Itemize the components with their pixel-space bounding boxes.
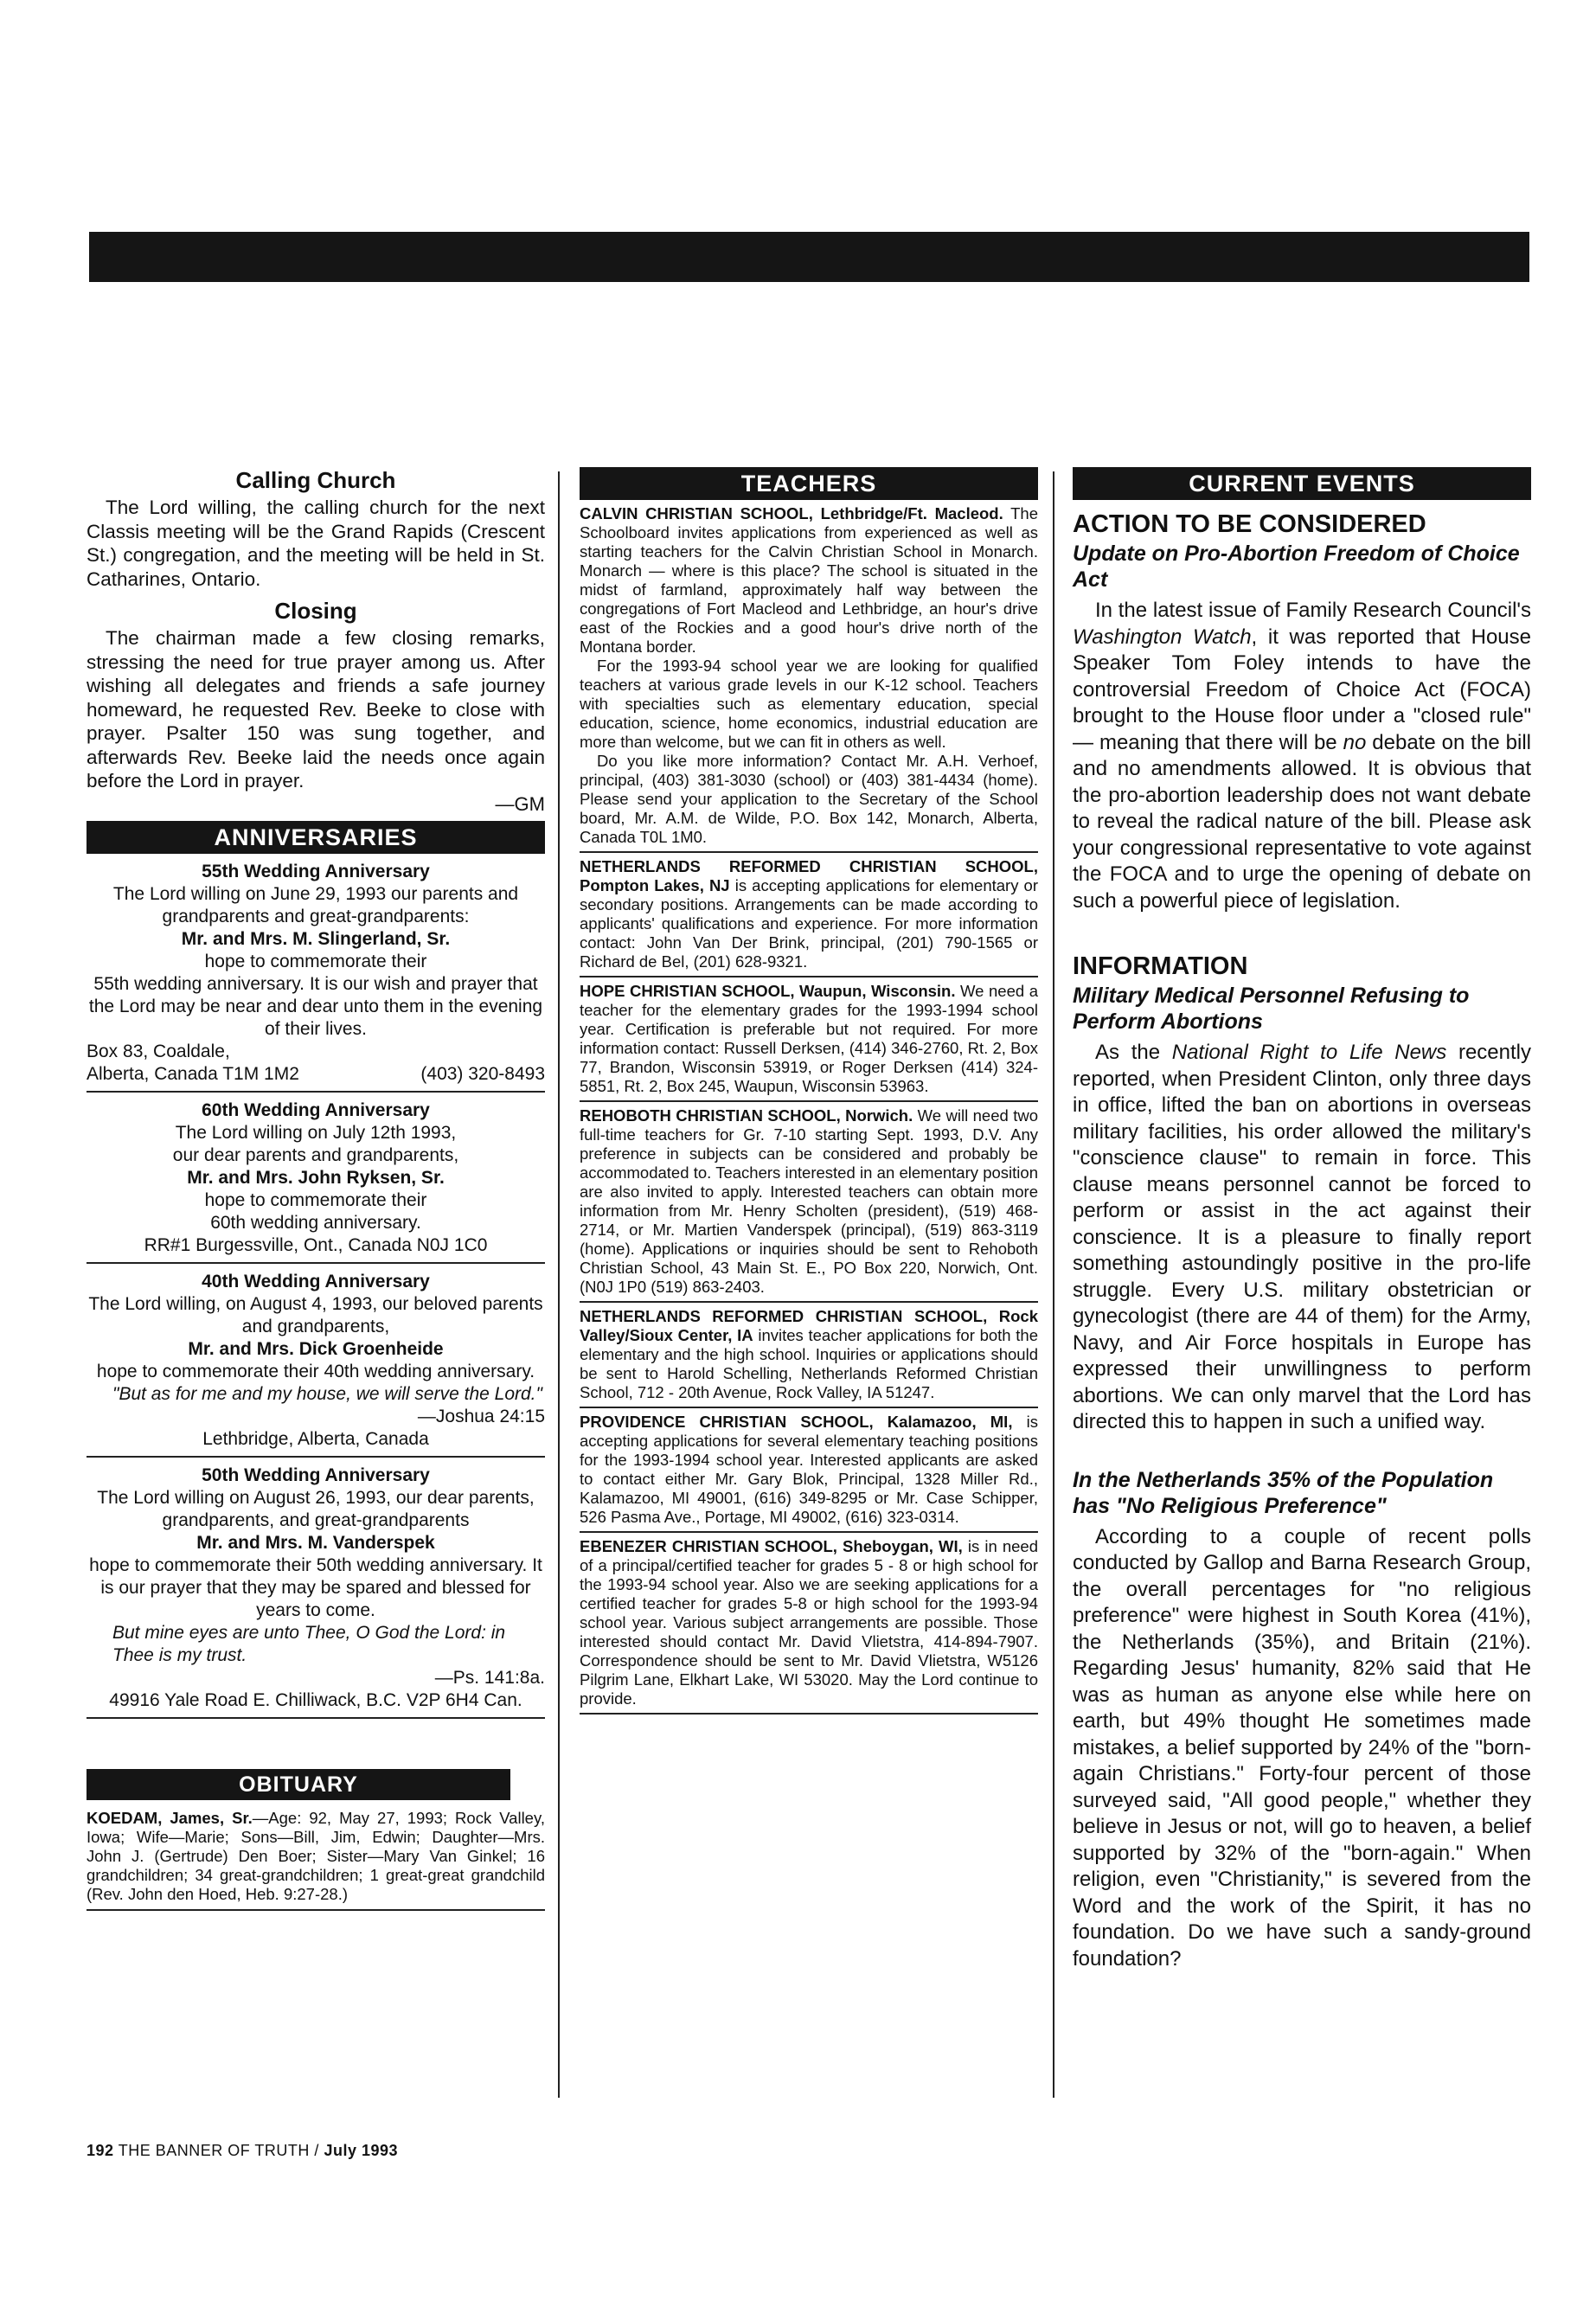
anniversary-title: 55th Wedding Anniversary xyxy=(202,861,430,881)
article-subheading: Update on Pro-Abortion Freedom of Choice Act xyxy=(1073,542,1520,592)
listing-school: REHOBOTH CHRISTIAN SCHOOL, Norwich. xyxy=(580,1106,913,1125)
top-bar xyxy=(89,232,1529,282)
anniversary-address: RR#1 Burgessville, Ont., Canada N0J 1C0 xyxy=(144,1234,488,1255)
calling-church-text: The Lord willing, the calling church for the next Classis meeting will be the Grand Rapids (Crescent St.) congregation, and the meeting will be held in St. Catharines, Ontario. xyxy=(87,497,545,590)
article-text: According to a couple of recent polls conducted by Gallop and Barna Research Group, the overall percentages for "no religious preference" were highest in South Korea (41%), the Netherlands (35%), and Britain (21%). Regarding Jesus' humanity, 82% said that He was as human as anyone else while here on earth, but 49% thought He sometimes made mistakes, a belief supported by 24% of the "born-again Christians." Forty-four percent of those surveyed said, "All good people," whether they believe in Jesus or not, will go to heaven, a belief supported by 32% of the "born-again." When religion, even "Christianity," is severed from the Word and the work of the Spirit, it has no foundation. Do we have such a sandy-ground foundation? xyxy=(1073,1524,1531,1971)
anniversary-50th xyxy=(87,1458,545,1719)
anniversary-names: Mr. and Mrs. John Ryksen, Sr. xyxy=(187,1167,445,1188)
anniversary-line: hope to commemorate their 40th wedding anniversary. xyxy=(96,1361,535,1381)
listing-text: We need a teacher for the elementary grades for the 1993-1994 school year. Certification is preferable but not required. For more information contact: Russell Derksen, (414) 346-2760, Rt. 2, Box 77, Brandon, Wisconsin 53919, or Roger Derksen (414) 324-5851, Rt. 2, Box 245, Waupun, Wisconsin 53963. xyxy=(580,982,1038,1095)
article-subheading: In the Netherlands 35% of the Population has "No Religious Preference" xyxy=(1073,1467,1494,1518)
teacher-listing xyxy=(580,853,1038,977)
anniversary-address-row xyxy=(87,1063,545,1086)
anniversary-line: hope to commemorate their xyxy=(204,1189,427,1210)
anniversary-line: 55th wedding anniversary. It is our wish and prayer that the Lord may be near and dear unto them in the evening of their lives. xyxy=(88,973,543,1039)
anniversaries-banner: ANNIVERSARIES xyxy=(87,821,545,854)
column-left xyxy=(87,467,545,1911)
publication-name: THE BANNER OF TRUTH / xyxy=(118,2142,319,2159)
section-heading: ACTION TO BE CONSIDERED xyxy=(1073,510,1426,538)
listing-school: HOPE CHRISTIAN SCHOOL, Waupun, Wisconsin. xyxy=(580,982,956,1000)
listing-school: PROVIDENCE CHRISTIAN SCHOOL, Kalamazoo, MI, xyxy=(580,1413,1013,1431)
closing-title: Closing xyxy=(274,598,357,624)
listing-text: We will need two full-time teachers for Gr. 7-10 starting Sept. 1993, D.V. Any preference in subjects can be considered and probably be accommodated to. Teachers interested in an elementary position are also invited to apply. Interested teachers can obtain more information from Mr. Henry Scholten (president), (519) 468-2714, or Mr. Martien Vanderspek (principal), (519) 863-3119 (home). Applications or inquiries should be sent to Rehoboth Christian School, 43 Main St. E., PO Box 220, Norwich, Ont. (N0J 1P0 (519) 863-2403. xyxy=(580,1106,1038,1296)
obituary-banner: OBITUARY xyxy=(87,1769,510,1800)
column-right xyxy=(1073,467,1531,1972)
teacher-listing xyxy=(580,977,1038,1102)
anniversary-title: 40th Wedding Anniversary xyxy=(202,1271,430,1292)
anniversary-title: 50th Wedding Anniversary xyxy=(202,1465,430,1485)
teachers-banner: TEACHERS xyxy=(580,467,1038,500)
closing-signature: —GM xyxy=(495,792,545,815)
anniversary-quote: "But as for me and my house, we will serve the Lord." xyxy=(112,1383,542,1404)
teacher-listing xyxy=(580,1102,1038,1303)
anniversary-address: Alberta, Canada T1M 1M2 xyxy=(87,1063,299,1084)
issue-date: July 1993 xyxy=(324,2142,398,2159)
listing-school: NETHERLANDS REFORMED CHRISTIAN SCHOOL, Pompton Lakes, NJ xyxy=(580,857,1038,894)
anniversary-55th xyxy=(87,854,545,1093)
anniversary-phone: (403) 320-8493 xyxy=(420,1063,545,1084)
calling-church-title: Calling Church xyxy=(235,467,396,493)
anniversary-line: The Lord willing on June 29, 1993 our parents and grandparents and great-grandparents: xyxy=(112,883,519,926)
anniversary-line: 60th wedding anniversary. xyxy=(210,1212,421,1233)
obituary-text: —Age: 92, May 27, 1993; Rock Valley, Iowa; Wife—Marie; Sons—Bill, Jim, Edwin; Daughter—Mrs. John J. (Gertrude) Den Boer; Sister—Mary Van Ginkel; 16 grandchildren; 34 great-grandchildren; 1 great-great grandchild (Rev. John den Hoed, Heb. 9:27-28.) xyxy=(87,1808,545,1903)
anniversary-quote-ref: —Joshua 24:15 xyxy=(417,1406,545,1426)
listing-school: NETHERLANDS REFORMED CHRISTIAN SCHOOL, Rock Valley/Sioux Center, IA xyxy=(580,1307,1038,1344)
column-rule-1 xyxy=(558,471,560,2098)
anniversary-quote-ref: —Ps. 141:8a. xyxy=(434,1667,545,1688)
column-middle xyxy=(580,467,1038,1715)
article-subheading: Military Medical Personnel Refusing to Perform Abortions xyxy=(1073,984,1470,1034)
page-footer xyxy=(87,2142,398,2160)
anniversary-names: Mr. and Mrs. Dick Groenheide xyxy=(188,1338,444,1359)
obituary-entry xyxy=(87,1800,545,1911)
anniversary-line: hope to commemorate their xyxy=(204,951,427,971)
listing-text: is in need of a principal/certified teacher for grades 5 - 8 or high school for the 1993-94 school year. Also we are seeking applications for a certified teacher for grades 5-8 or high school for the 1993-94 school year. Various subject arrangements are possible. Those interested should contact Mr. David Vlietstra, 414-894-7907. Correspondence should be sent to Mr. David Vlietstra, W5126 Pilgrim Lane, Elkhart Lake, WI 53020. May the Lord continue to provide. xyxy=(580,1537,1039,1708)
listing-school: CALVIN CHRISTIAN SCHOOL, Lethbridge/Ft. Macleod. xyxy=(580,504,1003,522)
anniversary-address: 49916 Yale Road E. Chilliwack, B.C. V2P 6H4 Can. xyxy=(109,1689,522,1710)
anniversary-40th xyxy=(87,1264,545,1458)
listing-text: The Schoolboard invites applications from experienced as well as starting teachers for the Calvin Christian School in Monarch. Monarch — where is this place? The school is situated in the midst of farmland, approximately half way between the congregations of Fort Macleod and Lethbridge, an hour's drive east of the Rockies and a good hour's drive north of the Montana border. xyxy=(580,504,1038,656)
teacher-listing xyxy=(580,1303,1038,1408)
anniversary-line: hope to commemorate their 50th wedding anniversary. It is our prayer that they may be spared and blessed for years to come. xyxy=(89,1554,542,1620)
teacher-listing xyxy=(580,1533,1038,1715)
closing-text: The chairman made a few closing remarks, stressing the need for true prayer among us. After wishing all delegates and friends a safe journey homeward, he requested Rev. Beeke to close with prayer. Psalter 150 was sung together, and afterwards Rev. Beeke laid the needs once again before the Lord in prayer. xyxy=(87,627,545,792)
anniversary-60th xyxy=(87,1093,545,1264)
listing-text: Do you like more information? Contact Mr. A.H. Verhoef, principal, (403) 381-3030 (school) or (403) 381-4434 (home). Please send your application to the Secretary of the School board, Mr. A.M. de Wilde, P.O. Box 142, Monarch, Alberta, Canada T0L 1M0. xyxy=(580,752,1038,846)
current-events-banner: CURRENT EVENTS xyxy=(1073,467,1531,500)
anniversary-line: our dear parents and grandparents, xyxy=(172,1144,459,1165)
column-rule-2 xyxy=(1053,471,1054,2098)
anniversary-line: The Lord willing, on August 4, 1993, our beloved parents and grandparents, xyxy=(88,1293,543,1336)
teacher-listing xyxy=(580,1408,1038,1533)
anniversary-address: Box 83, Coaldale, xyxy=(87,1041,230,1061)
article-text: As the National Right to Life News recently reported, when President Clinton, only three days in office, lifted the ban on abortions in overseas military facilities, his order allowed the military's "conscience clause" to remain in force. This clause means personnel cannot be forced to perform or assist in the act against their conscience. It is a pleasure to finally report something astoundingly positive in the pro-life struggle. Every U.S. military obstetrician or gynecologist (there are 44 of them) for the Army, Navy, and Air Force hospitals in Europe has expressed their unwillingness to perform abortions. We can only marvel that the Lord has directed this to happen in such a unified way. xyxy=(1073,1041,1531,1433)
anniversary-line: The Lord willing on August 26, 1993, our dear parents, grandparents, and great-grandparents xyxy=(97,1487,535,1530)
article-text: In the latest issue of Family Research Council's Washington Watch, it was reported that House Speaker Tom Foley intends to have the controversial Freedom of Choice Act (FOCA) brought to the House floor under a "closed rule" — meaning that there will be no debate on the bill and no amendments allowed. It is obvious that the pro-abortion leadership does not want debate to reveal the radical nature of the bill. Please ask your congressional representative to vote against the FOCA and to urge the opening of debate on such a powerful piece of legislation. xyxy=(1073,599,1532,913)
anniversary-names: Mr. and Mrs. M. Slingerland, Sr. xyxy=(181,928,451,949)
obituary-name: KOEDAM, James, Sr. xyxy=(87,1808,253,1827)
listing-text: is accepting applications for elementary or secondary positions. Arrangements can be made according to applicants' qualifications and experience. For more information contact: John Van Der Brink, principal, (201) 790-1565 or Richard de Bel, (201) 628-9321. xyxy=(580,876,1038,971)
page-number: 192 xyxy=(87,2142,114,2159)
listing-text: For the 1993-94 school year we are looking for qualified teachers at various grade levels in our K-12 school. Teachers with specialties such as elementary education, special education, science, home economics, industrial education are more than welcome, but we can fit in others as well. xyxy=(580,657,1038,751)
anniversary-line: The Lord willing on July 12th 1993, xyxy=(175,1122,457,1143)
listing-school: EBENEZER CHRISTIAN SCHOOL, Sheboygan, WI, xyxy=(580,1537,963,1555)
anniversary-address: Lethbridge, Alberta, Canada xyxy=(202,1428,429,1449)
listing-text: invites teacher applications for both the elementary and the high school. Inquiries or applications should be sent to Harold Schelling, Netherlands Reformed Christian School, 712 - 20th Avenue, Rock Valley, IA 51247. xyxy=(580,1326,1039,1401)
anniversary-quote: But mine eyes are unto Thee, O God the Lord: in Thee is my trust. xyxy=(112,1622,506,1665)
teacher-listing xyxy=(580,500,1038,853)
listing-text: is accepting applications for several elementary teaching positions for the 1993-1994 school year. Interested applicants are asked to contact either Mr. Gary Blok, Principal, 1328 Miller Rd., Kalamazoo, MI 49001, (616) 349-8295 or Mr. Case Schipper, 526 Pasma Ave., Portage, MI 49002, (616) 323-0314. xyxy=(580,1413,1039,1526)
anniversary-names: Mr. and Mrs. M. Vanderspek xyxy=(196,1532,435,1553)
section-heading: INFORMATION xyxy=(1073,952,1248,980)
anniversary-title: 60th Wedding Anniversary xyxy=(202,1099,430,1120)
